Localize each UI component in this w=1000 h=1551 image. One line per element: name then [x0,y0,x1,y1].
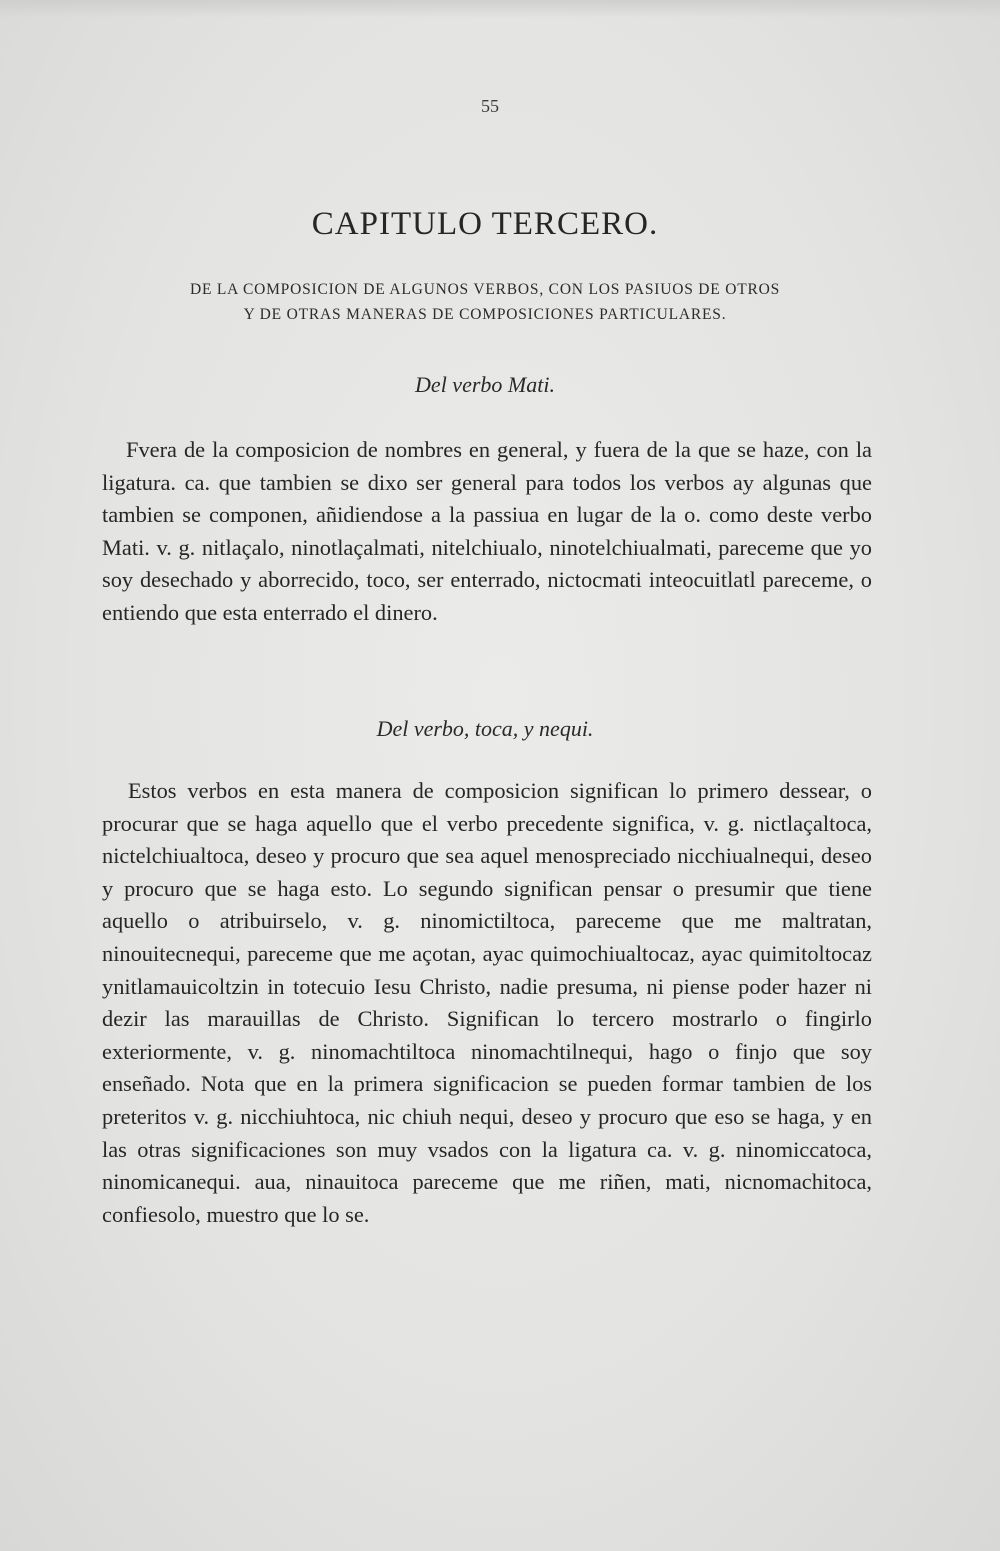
section-heading-toca-nequi: Del verbo, toca, y nequi. [376,716,594,741]
section-heading-mati: Del verbo Mati. [415,372,555,397]
chapter-subtitle-line-1: DE LA COMPOSICION DE ALGUNOS VERBOS, CON LOS PASIUOS DE OTROS [189,281,781,298]
page-top-edge [0,0,1000,18]
paragraph-toca-nequi: Estos verbos en esta manera de composicion significan lo primero dessear, o procurar que se haga aquello que el verbo precedente significa, v. g. nictlaçaltoca, nictelchiualtoca, deseo y procuro que sea aquel menospreciado nicchiualnequi, deseo y procuro que se haga esto. Lo segundo significan pensar o presumir que tiene aquello o atribuirselo, v. g. ninomictiltoca, pareceme que me maltratan, ninouitecnequi, pareceme que me açotan, ayac quimochiualtocaz, ayac quimitoltocaz ynitlamauicoltzin in totecuio Iesu Christo, nadie presuma, ni piense poder hazer ni dezir las marauillas de Christo. Significan lo tercero mostrarlo o fingirlo exteriormente, v. g. ninomachtiltoca ninomachtilnequi, hago o finjo que soy enseñado. Nota que en la primera significacion se pueden formar tambien de los preteritos v. g. nicchiuhtoca, nic chiuh nequi, deseo y procuro que eso se haga, y en las otras significaciones son muy vsados con la ligatura ca. v. g. ninomiccatoca, ninomicanequi. aua, ninauitoca pareceme que me riñen, mati, nicnomachitoca, confiesolo, muestro que lo se. [102,778,872,1227]
chapter-title: CAPITULO TERCERO. [311,206,659,242]
page-number: 55 [481,96,499,116]
chapter-subtitle-line-2: Y DE OTRAS MANERAS DE COMPOSICIONES PARTICULARES. [243,306,727,323]
paragraph-mati: Fvera de la composicion de nombres en general, y fuera de la que se haze, con la ligatura. ca. que tambien se dixo ser general para todos los verbos ay algunas que tambien se componen, añidiendose a la passiua en lugar de la o. como deste verbo Mati. v. g. nitlaçalo, ninotlaçalmati, nitelchiualo, ninotelchiualmati, pareceme que yo soy desechado y aborrecido, toco, ser enterrado, nictocmati inteocuitlatl pareceme, o entiendo que esta enterrado el dinero. [102,437,872,625]
